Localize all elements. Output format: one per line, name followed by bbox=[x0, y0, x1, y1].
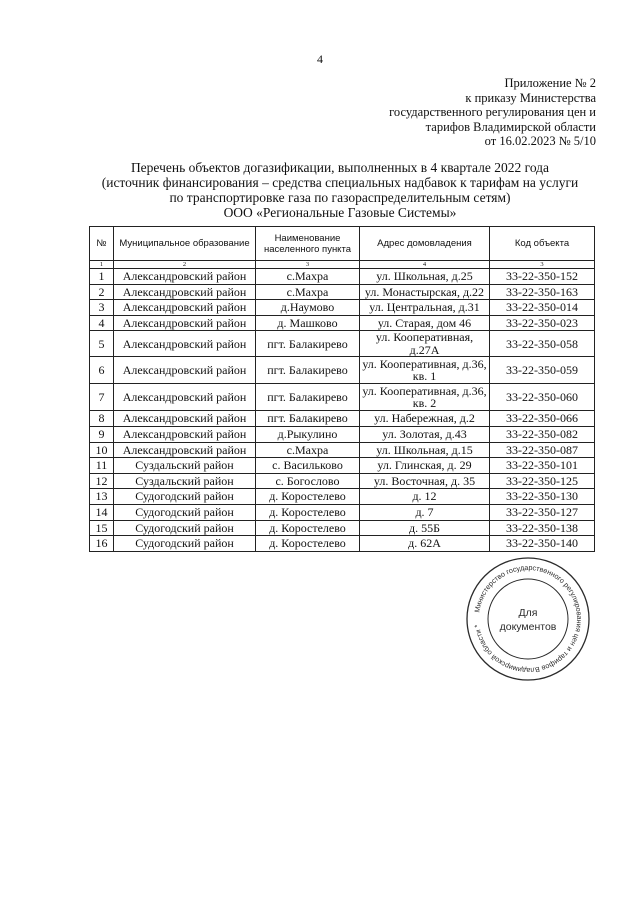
cell-address: ул. Школьная, д.15 bbox=[360, 442, 490, 458]
table-row bbox=[90, 426, 595, 442]
table-row bbox=[90, 536, 595, 552]
column-header-number: № bbox=[90, 227, 114, 261]
cell-object-code: 33-22-350-060 bbox=[490, 384, 595, 411]
cell-municipality: Александровский район bbox=[114, 284, 256, 300]
stamp-ring-text: Министерство государственного регулирования цен и тарифов Владимирской области * bbox=[472, 562, 585, 676]
cell-number: 1 bbox=[90, 269, 114, 285]
cell-municipality: Александровский район bbox=[114, 426, 256, 442]
cell-settlement: д. Коростелево bbox=[256, 489, 360, 505]
cell-settlement: пгт. Балакирево bbox=[256, 411, 360, 427]
cell-address: ул. Монастырская, д.22 bbox=[360, 284, 490, 300]
table-row bbox=[90, 473, 595, 489]
cell-municipality: Александровский район bbox=[114, 384, 256, 411]
appendix-line: от 16.02.2023 № 5/10 bbox=[484, 134, 596, 148]
heading-line: Перечень объектов догазификации, выполненных в 4 квартале 2022 года bbox=[130, 160, 550, 175]
heading-line: ООО «Региональные Газовые Системы» bbox=[223, 205, 457, 220]
cell-object-code: 33-22-350-023 bbox=[490, 315, 595, 331]
cell-object-code: 33-22-350-082 bbox=[490, 426, 595, 442]
appendix-line: Приложение № 2 bbox=[504, 76, 596, 90]
table-row bbox=[90, 315, 595, 331]
cell-address: д. 62А bbox=[360, 536, 490, 552]
header-row bbox=[90, 227, 595, 261]
stamp-center-text: документов bbox=[499, 621, 557, 633]
table-row bbox=[90, 384, 595, 411]
cell-municipality: Александровский район bbox=[114, 357, 256, 384]
cell-number: 13 bbox=[90, 489, 114, 505]
cell-settlement: д. Машково bbox=[256, 315, 360, 331]
stamp-inner-ring bbox=[488, 579, 568, 659]
cell-municipality: Судогодский район bbox=[114, 536, 256, 552]
cell-object-code: 33-22-350-059 bbox=[490, 357, 595, 384]
cell-settlement: пгт. Балакирево bbox=[256, 357, 360, 384]
cell-number: 3 bbox=[90, 300, 114, 316]
cell-address: д. 55Б bbox=[360, 520, 490, 536]
cell-object-code: 33-22-350-140 bbox=[490, 536, 595, 552]
column-number: 1 bbox=[90, 261, 114, 269]
cell-settlement: пгт. Балакирево bbox=[256, 331, 360, 357]
cell-address: ул. Кооперативная, д.36, кв. 2 bbox=[360, 384, 490, 411]
column-header-address: Адрес домовладения bbox=[360, 227, 490, 261]
cell-address: ул. Старая, дом 46 bbox=[360, 315, 490, 331]
cell-object-code: 33-22-350-125 bbox=[490, 473, 595, 489]
cell-address: ул. Восточная, д. 35 bbox=[360, 473, 490, 489]
official-stamp bbox=[465, 556, 591, 682]
cell-municipality: Александровский район bbox=[114, 315, 256, 331]
objects-table bbox=[89, 226, 595, 552]
cell-number: 15 bbox=[90, 520, 114, 536]
cell-settlement: пгт. Балакирево bbox=[256, 384, 360, 411]
cell-address: ул. Школьная, д.25 bbox=[360, 269, 490, 285]
cell-municipality: Судогодский район bbox=[114, 489, 256, 505]
cell-settlement: с.Махра bbox=[256, 442, 360, 458]
cell-municipality: Судогодский район bbox=[114, 520, 256, 536]
column-header-settlement: Наименование населенного пункта bbox=[256, 227, 360, 261]
cell-number: 10 bbox=[90, 442, 114, 458]
column-number: 4 bbox=[360, 261, 490, 269]
cell-address: д. 12 bbox=[360, 489, 490, 505]
table-row bbox=[90, 504, 595, 520]
table-row bbox=[90, 442, 595, 458]
cell-address: ул. Центральная, д.31 bbox=[360, 300, 490, 316]
stamp-outer-ring bbox=[467, 558, 589, 680]
cell-settlement: д.Наумово bbox=[256, 300, 360, 316]
cell-address: ул. Кооперативная, д.36, кв. 1 bbox=[360, 357, 490, 384]
cell-address: ул. Кооперативная, д.27А bbox=[360, 331, 490, 357]
stamp-center-text: Для bbox=[518, 607, 538, 619]
table-row bbox=[90, 269, 595, 285]
cell-settlement: с. Богослово bbox=[256, 473, 360, 489]
cell-settlement: с.Махра bbox=[256, 284, 360, 300]
cell-object-code: 33-22-350-014 bbox=[490, 300, 595, 316]
table-row bbox=[90, 357, 595, 384]
column-header-municipality: Муниципальное образование bbox=[114, 227, 256, 261]
cell-object-code: 33-22-350-066 bbox=[490, 411, 595, 427]
column-number: 2 bbox=[114, 261, 256, 269]
cell-settlement: д.Рыкулино bbox=[256, 426, 360, 442]
page-number: 4 bbox=[317, 52, 323, 66]
cell-object-code: 33-22-350-101 bbox=[490, 458, 595, 474]
appendix-line: к приказу Министерства bbox=[465, 90, 596, 105]
cell-address: ул. Золотая, д.43 bbox=[360, 426, 490, 442]
cell-number: 7 bbox=[90, 384, 114, 411]
cell-number: 4 bbox=[90, 315, 114, 331]
cell-object-code: 33-22-350-058 bbox=[490, 331, 595, 357]
cell-settlement: с.Махра bbox=[256, 269, 360, 285]
appendix-line: тарифов Владимирской области bbox=[425, 119, 596, 134]
cell-number: 12 bbox=[90, 473, 114, 489]
cell-municipality: Александровский район bbox=[114, 411, 256, 427]
table-row bbox=[90, 300, 595, 316]
table-row bbox=[90, 331, 595, 357]
cell-number: 11 bbox=[90, 458, 114, 474]
cell-number: 8 bbox=[90, 411, 114, 427]
cell-address: ул. Набережная, д.2 bbox=[360, 411, 490, 427]
table-row bbox=[90, 284, 595, 300]
cell-municipality: Александровский район bbox=[114, 442, 256, 458]
column-header-code: Код объекта bbox=[490, 227, 595, 261]
table-row bbox=[90, 520, 595, 536]
appendix-block bbox=[389, 76, 596, 149]
table-row bbox=[90, 458, 595, 474]
table-row bbox=[90, 489, 595, 505]
cell-number: 5 bbox=[90, 331, 114, 357]
cell-number: 16 bbox=[90, 536, 114, 552]
cell-settlement: д. Коростелево bbox=[256, 504, 360, 520]
table-row bbox=[90, 411, 595, 427]
cell-municipality: Александровский район bbox=[114, 331, 256, 357]
cell-object-code: 33-22-350-163 bbox=[490, 284, 595, 300]
cell-number: 6 bbox=[90, 357, 114, 384]
cell-address: д. 7 bbox=[360, 504, 490, 520]
column-number: 3 bbox=[256, 261, 360, 269]
column-number-row bbox=[90, 261, 595, 269]
cell-object-code: 33-22-350-127 bbox=[490, 504, 595, 520]
cell-number: 2 bbox=[90, 284, 114, 300]
cell-settlement: с. Васильково bbox=[256, 458, 360, 474]
column-number: 3 bbox=[490, 261, 595, 269]
cell-municipality: Александровский район bbox=[114, 300, 256, 316]
cell-municipality: Суздальский район bbox=[114, 473, 256, 489]
cell-object-code: 33-22-350-087 bbox=[490, 442, 595, 458]
heading-line: по транспортировке газа по газораспределительным сетям) bbox=[169, 190, 511, 205]
cell-settlement: д. Коростелево bbox=[256, 520, 360, 536]
cell-municipality: Суздальский район bbox=[114, 458, 256, 474]
cell-object-code: 33-22-350-130 bbox=[490, 489, 595, 505]
cell-object-code: 33-22-350-152 bbox=[490, 269, 595, 285]
cell-settlement: д. Коростелево bbox=[256, 536, 360, 552]
cell-municipality: Судогодский район bbox=[114, 504, 256, 520]
document-heading bbox=[40, 160, 640, 220]
cell-municipality: Александровский район bbox=[114, 269, 256, 285]
cell-number: 14 bbox=[90, 504, 114, 520]
cell-object-code: 33-22-350-138 bbox=[490, 520, 595, 536]
cell-number: 9 bbox=[90, 426, 114, 442]
cell-address: ул. Глинская, д. 29 bbox=[360, 458, 490, 474]
heading-line: (источник финансирования – средства специальных надбавок к тарифам на услуги bbox=[101, 175, 579, 190]
appendix-line: государственного регулирования цен и bbox=[389, 105, 596, 119]
